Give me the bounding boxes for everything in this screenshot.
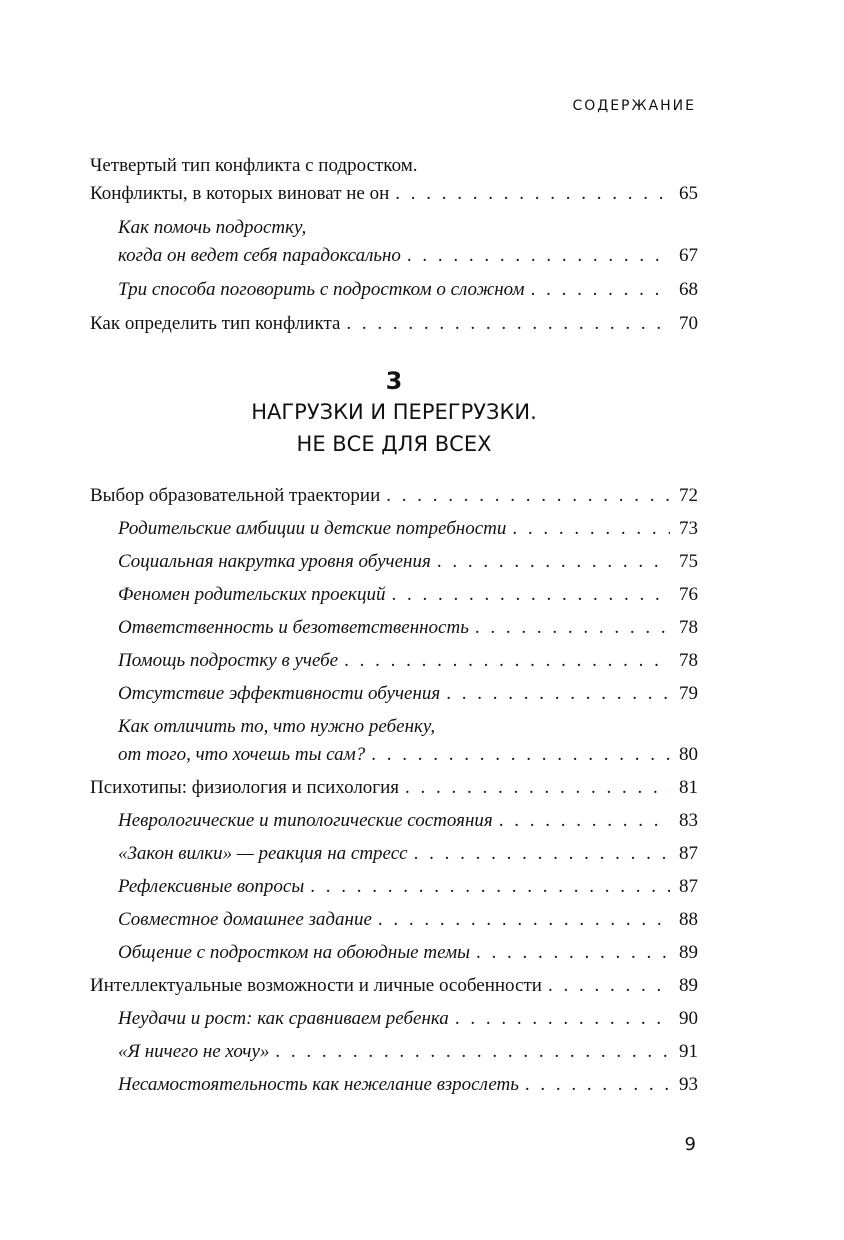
toc-entry-title: Общение с подростком на обоюдные темы: [118, 942, 471, 963]
toc-entry-page: 80: [679, 744, 698, 765]
running-header: СОДЕРЖАНИЕ: [572, 98, 696, 114]
dot-leader: [512, 515, 670, 543]
toc-entry: [90, 515, 698, 543]
toc-entry: [90, 873, 698, 901]
toc-entry: [90, 972, 698, 1000]
chapter-number: 3: [385, 367, 403, 395]
dot-leader: [344, 647, 670, 675]
toc-entry: [90, 647, 698, 675]
toc-entry-title: Рефлексивные вопросы: [118, 876, 305, 897]
toc-entry-page: 81: [679, 777, 698, 798]
toc-entry-title: Три способа поговорить с подростком о сложном: [118, 279, 525, 300]
toc-entry-title: Как определить тип конфликта: [90, 313, 341, 334]
toc-entry-title: когда он ведет себя парадоксально: [118, 245, 401, 266]
toc-entry-title: Психотипы: физиология и психология: [90, 777, 400, 798]
toc-entry: [90, 214, 698, 270]
dot-leader: [531, 276, 670, 304]
dot-leader: [455, 1005, 670, 1033]
toc-entry-page: 73: [679, 518, 698, 539]
toc-entry-title: Неудачи и рост: как сравниваем ребенка: [118, 1008, 449, 1029]
toc-section-chapter-3: [90, 482, 698, 1099]
dot-leader: [391, 581, 670, 609]
toc-entry-page: 87: [679, 876, 698, 897]
toc-entry-title: Неврологические и типологические состояния: [118, 810, 493, 831]
toc-entry-page: 89: [679, 975, 698, 996]
toc-entry-page: 65: [679, 183, 698, 204]
dot-leader: [475, 614, 670, 642]
toc-entry: [90, 840, 698, 868]
toc-entry: [90, 614, 698, 642]
toc-entry-page: 88: [679, 909, 698, 930]
dot-leader: [386, 482, 670, 510]
toc-section-top: [90, 152, 698, 338]
toc-entry: [90, 310, 698, 338]
toc-entry: [90, 1071, 698, 1099]
toc-entry-title: Конфликты, в которых виноват не он: [90, 183, 390, 204]
toc-entry-title: от того, что хочешь ты сам?: [118, 744, 366, 765]
toc-entry-title: Совместное домашнее задание: [118, 909, 372, 930]
toc-entry-page: 87: [679, 843, 698, 864]
toc-entry-title: Феномен родительских проекций: [118, 584, 386, 605]
toc-entry-page: 67: [679, 245, 698, 266]
toc-entry-page: 68: [679, 279, 698, 300]
toc-entry-title: Родительские амбиции и детские потребности: [118, 518, 507, 539]
toc-entry-page: 78: [679, 650, 698, 671]
toc-entry: [90, 548, 698, 576]
toc-entry-page: 72: [679, 485, 698, 506]
toc-entry-title: Интеллектуальные возможности и личные особенности: [90, 975, 542, 996]
chapter-heading: [90, 366, 698, 460]
dot-leader: [346, 310, 670, 338]
dot-leader: [499, 807, 670, 835]
toc-entry-page: 76: [679, 584, 698, 605]
toc-entry: [90, 1038, 698, 1066]
dot-leader: [548, 972, 670, 1000]
dot-leader: [371, 741, 670, 769]
toc-entry-title: Ответственность и безответственность: [118, 617, 469, 638]
toc-entry-page: 83: [679, 810, 698, 831]
page-number: 9: [684, 1134, 696, 1155]
toc-entry-title: Социальная накрутка уровня обучения: [118, 551, 431, 572]
toc-entry-title-line1: Четвертый тип конфликта с подростком.: [90, 155, 418, 176]
toc-entry-page: 90: [679, 1008, 698, 1029]
toc-entry: [90, 939, 698, 967]
toc-entry: [90, 152, 698, 208]
toc-entry-title: Отсутствие эффективности обучения: [118, 683, 441, 704]
toc-entry: [90, 680, 698, 708]
toc-entry-page: 78: [679, 617, 698, 638]
toc-entry: [90, 807, 698, 835]
toc-entry-title: «Закон вилки» — реакция на стресс: [118, 843, 408, 864]
toc-entry-page: 91: [679, 1041, 698, 1062]
dot-leader: [446, 680, 670, 708]
dot-leader: [395, 180, 670, 208]
toc-entry: [90, 1005, 698, 1033]
toc-entry-page: 93: [679, 1074, 698, 1095]
toc-entry: [90, 713, 698, 769]
toc-entry-title: Несамостоятельность как нежелание взрослеть: [118, 1074, 519, 1095]
toc-entry-title-line1: Как отличить то, что нужно ребенку,: [118, 716, 436, 737]
toc-entry: [90, 482, 698, 510]
dot-leader: [310, 873, 670, 901]
toc-entry-page: 75: [679, 551, 698, 572]
toc-entry-title: «Я ничего не хочу»: [118, 1041, 270, 1062]
dot-leader: [437, 548, 670, 576]
toc-entry-page: 89: [679, 942, 698, 963]
chapter-title-line2: НЕ ВСЕ ДЛЯ ВСЕХ: [296, 432, 492, 456]
toc-entry-title-line1: Как помочь подростку,: [118, 217, 307, 238]
toc-entry-page: 79: [679, 683, 698, 704]
toc-entry: [90, 906, 698, 934]
toc-entry-title: Выбор образовательной траектории: [90, 485, 381, 506]
toc-entry: [90, 581, 698, 609]
dot-leader: [476, 939, 670, 967]
toc-entry: [90, 276, 698, 304]
dot-leader: [378, 906, 670, 934]
dot-leader: [275, 1038, 670, 1066]
toc-entry-title: Помощь подростку в учебе: [118, 650, 339, 671]
toc-entry: [90, 774, 698, 802]
dot-leader: [525, 1071, 670, 1099]
chapter-title-line1: НАГРУЗКИ И ПЕРЕГРУЗКИ.: [251, 400, 537, 424]
dot-leader: [405, 774, 670, 802]
dot-leader: [414, 840, 670, 868]
dot-leader: [407, 242, 670, 270]
toc-entry-page: 70: [679, 313, 698, 334]
